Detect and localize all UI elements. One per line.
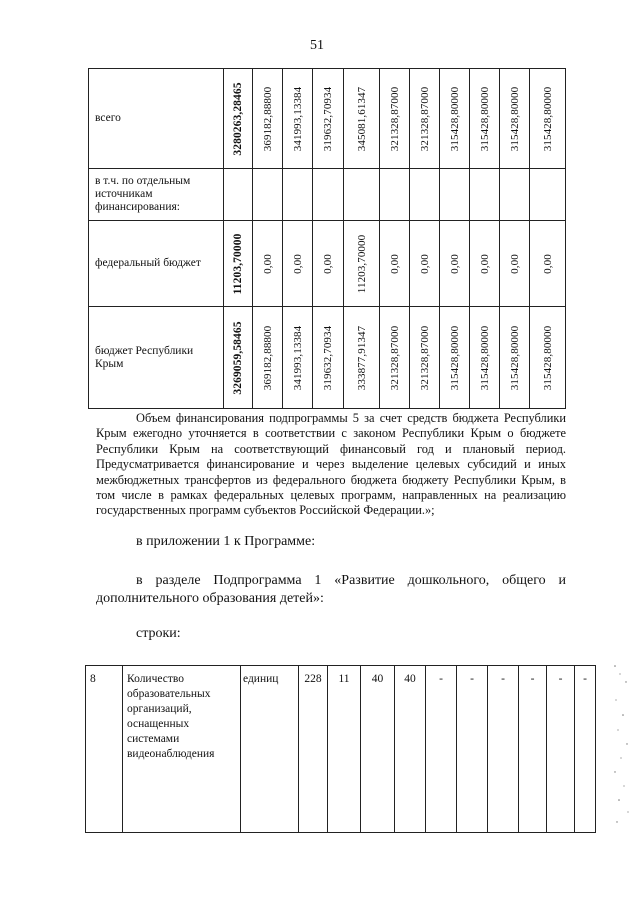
page-number: 51 [310,38,324,53]
table-cell: 315428,80000 [500,69,530,169]
table-row [89,221,566,307]
table-cell: 0,00 [530,221,566,307]
row-label: федеральный бюджет [89,221,224,307]
table-cell: 315428,80000 [530,69,566,169]
table-cell: 341993,13384 [283,307,313,409]
table-cell: 3280263,28465 [224,69,253,169]
table-cell: 341993,13384 [283,69,313,169]
table-row [89,169,566,221]
table-cell: - [426,666,457,833]
section-line: в разделе Подпрограмма 1 «Развитие дошкольного, общего и дополнительного образования детей»: [96,573,566,606]
table-cell [253,169,283,221]
table-cell: 0,00 [283,221,313,307]
table-cell [470,169,500,221]
table-cell: 319632,70934 [313,69,344,169]
table-cell: 0,00 [253,221,283,307]
table-cell [283,169,313,221]
table-cell [224,169,253,221]
row-label: в т.ч. по отдельным источникам финансирования: [89,169,224,221]
table-cell: - [488,666,519,833]
table-cell: 321328,87000 [380,307,410,409]
table-cell: 315428,80000 [470,307,500,409]
table-cell [380,169,410,221]
table-cell [344,169,380,221]
table-cell: - [575,666,596,833]
row-label: бюджет Республики Крым [89,307,224,409]
table-cell [313,169,344,221]
table-cell: 0,00 [470,221,500,307]
table-row [89,69,566,169]
table-cell: - [519,666,547,833]
table-cell: 315428,80000 [500,307,530,409]
table-cell: 315428,80000 [440,307,470,409]
table-cell [440,169,470,221]
table-cell: 11 [328,666,361,833]
table-cell: 345081,61347 [344,69,380,169]
table-cell: - [457,666,488,833]
scan-edge-noise [612,660,634,830]
table-cell: 0,00 [440,221,470,307]
table-cell: 315428,80000 [470,69,500,169]
table-cell: 321328,87000 [410,307,440,409]
appendix-line: в приложении 1 к Программе: [136,534,316,549]
row-label: всего [89,69,224,169]
funding-paragraph [96,411,566,519]
table-cell: 11203,70000 [224,221,253,307]
table-cell: 0,00 [410,221,440,307]
table-cell: 319632,70934 [313,307,344,409]
table-cell: 3269059,58465 [224,307,253,409]
table-cell: 0,00 [313,221,344,307]
table-cell: 228 [299,666,328,833]
indicator-name: Количество образовательных организаций, оснащенных системами видеонаблюдения [123,666,241,833]
table-cell [410,169,440,221]
finance-table [88,68,566,409]
table-row [89,307,566,409]
table-cell: 315428,80000 [530,307,566,409]
table-cell: 0,00 [380,221,410,307]
table-cell: 369182,88800 [253,307,283,409]
table-cell: 40 [361,666,395,833]
indicator-table [85,665,596,833]
unit: единиц [241,666,299,833]
table-row [86,666,596,833]
table-cell [500,169,530,221]
table-cell: 40 [395,666,426,833]
paragraph-text: Объем финансирования подпрограммы 5 за счет средств бюджета Республики Крым ежегодно уточняется в соответствии с законом Республики Крым о бюджете Республики Крым на соответствующий финансовый год и плановый период. Предусматривается финансирование и через выделение целевых субсидий и иных межбюджетных трансфертов из федерального бюджета бюджету Республики Крым, в том числе в рамках федеральных целевых программ, направленных на реализацию государственных программ субъектов Российской Федерации.»; [96,411,566,518]
table-cell [530,169,566,221]
row-number: 8 [86,666,123,833]
table-cell: - [547,666,575,833]
rows-line: строки: [136,626,181,641]
table-cell: 11203,70000 [344,221,380,307]
table-cell: 333877,91347 [344,307,380,409]
table-cell: 315428,80000 [440,69,470,169]
table-cell: 0,00 [500,221,530,307]
table-cell: 321328,87000 [410,69,440,169]
table-cell: 321328,87000 [380,69,410,169]
table-cell: 369182,88800 [253,69,283,169]
